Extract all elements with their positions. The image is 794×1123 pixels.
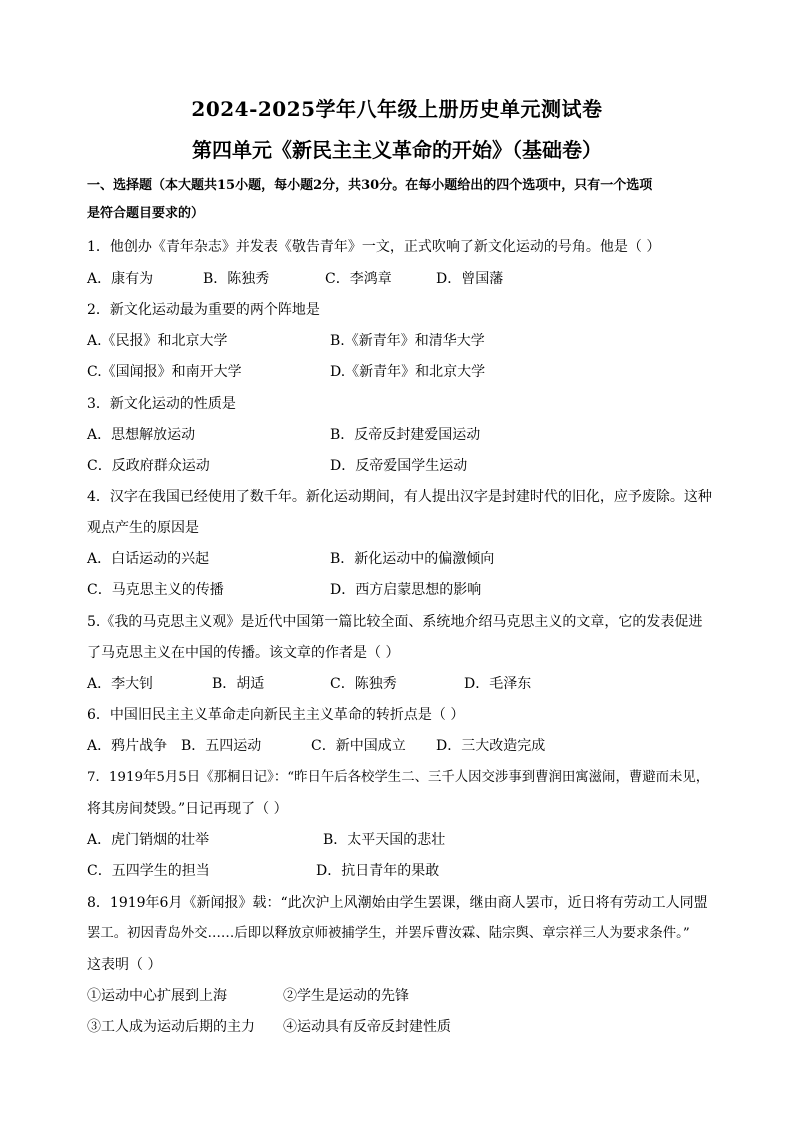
question-2-option-b: B.《新青年》和清华大学: [330, 333, 485, 349]
question-5-option-b: B．胡适: [212, 676, 265, 692]
question-8-stem-line-3: 这表明（ ）: [87, 957, 162, 973]
question-7-option-c: C．五四学生的担当: [87, 863, 210, 879]
question-7-option-d: D．抗日青年的果敢: [316, 863, 440, 879]
question-8-statement-4: ④运动具有反帝反封建性质: [283, 1019, 451, 1035]
question-5-option-d: D．毛泽东: [464, 676, 532, 692]
section-instructions: [87, 172, 717, 228]
question-6-option-c: C．新中国成立: [311, 738, 406, 754]
question-3-option-d: D．反帝爱国学生运动: [330, 458, 468, 474]
question-5-stem-line-2: 了马克思主义在中国的传播。该文章的作者是（ ）: [87, 645, 400, 661]
question-2-stem: 2．新文化运动最为重要的两个阵地是: [87, 302, 320, 318]
exam-title: 2024-2025学年八年级上册历史单元测试卷: [191, 97, 603, 121]
question-6-option-d: D．三大改造完成: [436, 738, 546, 754]
question-4-option-b: B．新化运动中的偏激倾向: [330, 551, 495, 567]
question-1-stem: 1．他创办《青年杂志》并发表《敬告青年》一文，正式吹响了新文化运动的号角。他是（ ）: [87, 239, 661, 255]
question-2-option-d: D.《新青年》和北京大学: [330, 364, 486, 380]
question-8-stem-line-2: 罢工。初因青岛外交……后即以释放京师被捕学生，并罢斥曹汝霖、陆宗舆、章宗祥三人为要求条件。”: [87, 926, 690, 941]
exam-subtitle: 第四单元《新民主主义革命的开始》（基础卷）: [192, 138, 602, 162]
question-5-option-c: C．陈独秀: [330, 676, 397, 692]
question-1-option-b: B．陈独秀: [203, 271, 270, 287]
question-7-option-b: B．太平天国的悲壮: [323, 832, 446, 848]
question-4-option-d: D．西方启蒙思想的影响: [330, 582, 482, 598]
question-8-statement-3: ③工人成为运动后期的主力: [87, 1019, 255, 1035]
question-5-stem-line-1: 5.《我的马克思主义观》是近代中国第一篇比较全面、系统地介绍马克思主义的文章，它的发表促进: [87, 614, 703, 630]
section-instructions-line-1: 一、选择题（本大题共15小题，每小题2分，共30分。在每小题给出的四个选项中，只有一个选项: [87, 178, 653, 193]
question-4-option-a: A．白话运动的兴起: [87, 551, 210, 567]
section-instructions-line-2: 是符合题目要求的）: [87, 206, 205, 221]
question-3-option-c: C．反政府群众运动: [87, 458, 210, 474]
question-1-option-a: A．康有为: [87, 271, 154, 287]
question-7-stem-line-2: 将其房间焚毁。”日记再现了（ ）: [87, 801, 288, 817]
question-6-stem: 6．中国旧民主主义革命走向新民主主义革命的转折点是（ ）: [87, 707, 465, 723]
question-2-option-a: A.《民报》和北京大学: [87, 333, 228, 349]
question-6-option-a: A．鸦片战争: [87, 738, 168, 754]
question-5-option-a: A．李大钊: [87, 676, 154, 692]
question-6-option-b: B．五四运动: [181, 738, 262, 754]
question-4-stem-line-2: 观点产生的原因是: [87, 520, 199, 536]
question-7-stem-line-1: 7．1919年5月5日《那桐日记》：“昨日午后各校学生二、三千人因交涉事到曹润田寓滋闹，曹避而未见，: [87, 770, 710, 785]
question-1-option-d: D．曾国藩: [436, 271, 504, 287]
question-8-stem-line-1: 8．1919年6月《新闻报》载：“此次沪上风潮始由学生罢课，继由商人罢市，近日将有劳动工人同盟: [87, 895, 708, 911]
question-1-option-c: C．李鸿章: [325, 271, 392, 287]
question-3-option-a: A．思想解放运动: [87, 427, 196, 443]
question-4-stem-line-1: 4．汉字在我国已经使用了数千年。新化运动期间，有人提出汉字是封建时代的旧化，应予废除。这种: [87, 489, 712, 505]
question-8-statement-1: ①运动中心扩展到上海: [87, 988, 227, 1004]
question-3-option-b: B．反帝反封建爱国运动: [330, 427, 481, 443]
question-2-option-c: C.《国闻报》和南开大学: [87, 364, 242, 380]
question-8-statement-2: ②学生是运动的先锋: [283, 988, 409, 1004]
question-7-option-a: A．虎门销烟的壮举: [87, 832, 210, 848]
question-3-stem: 3．新文化运动的性质是: [87, 396, 236, 412]
question-4-option-c: C．马克思主义的传播: [87, 582, 224, 598]
